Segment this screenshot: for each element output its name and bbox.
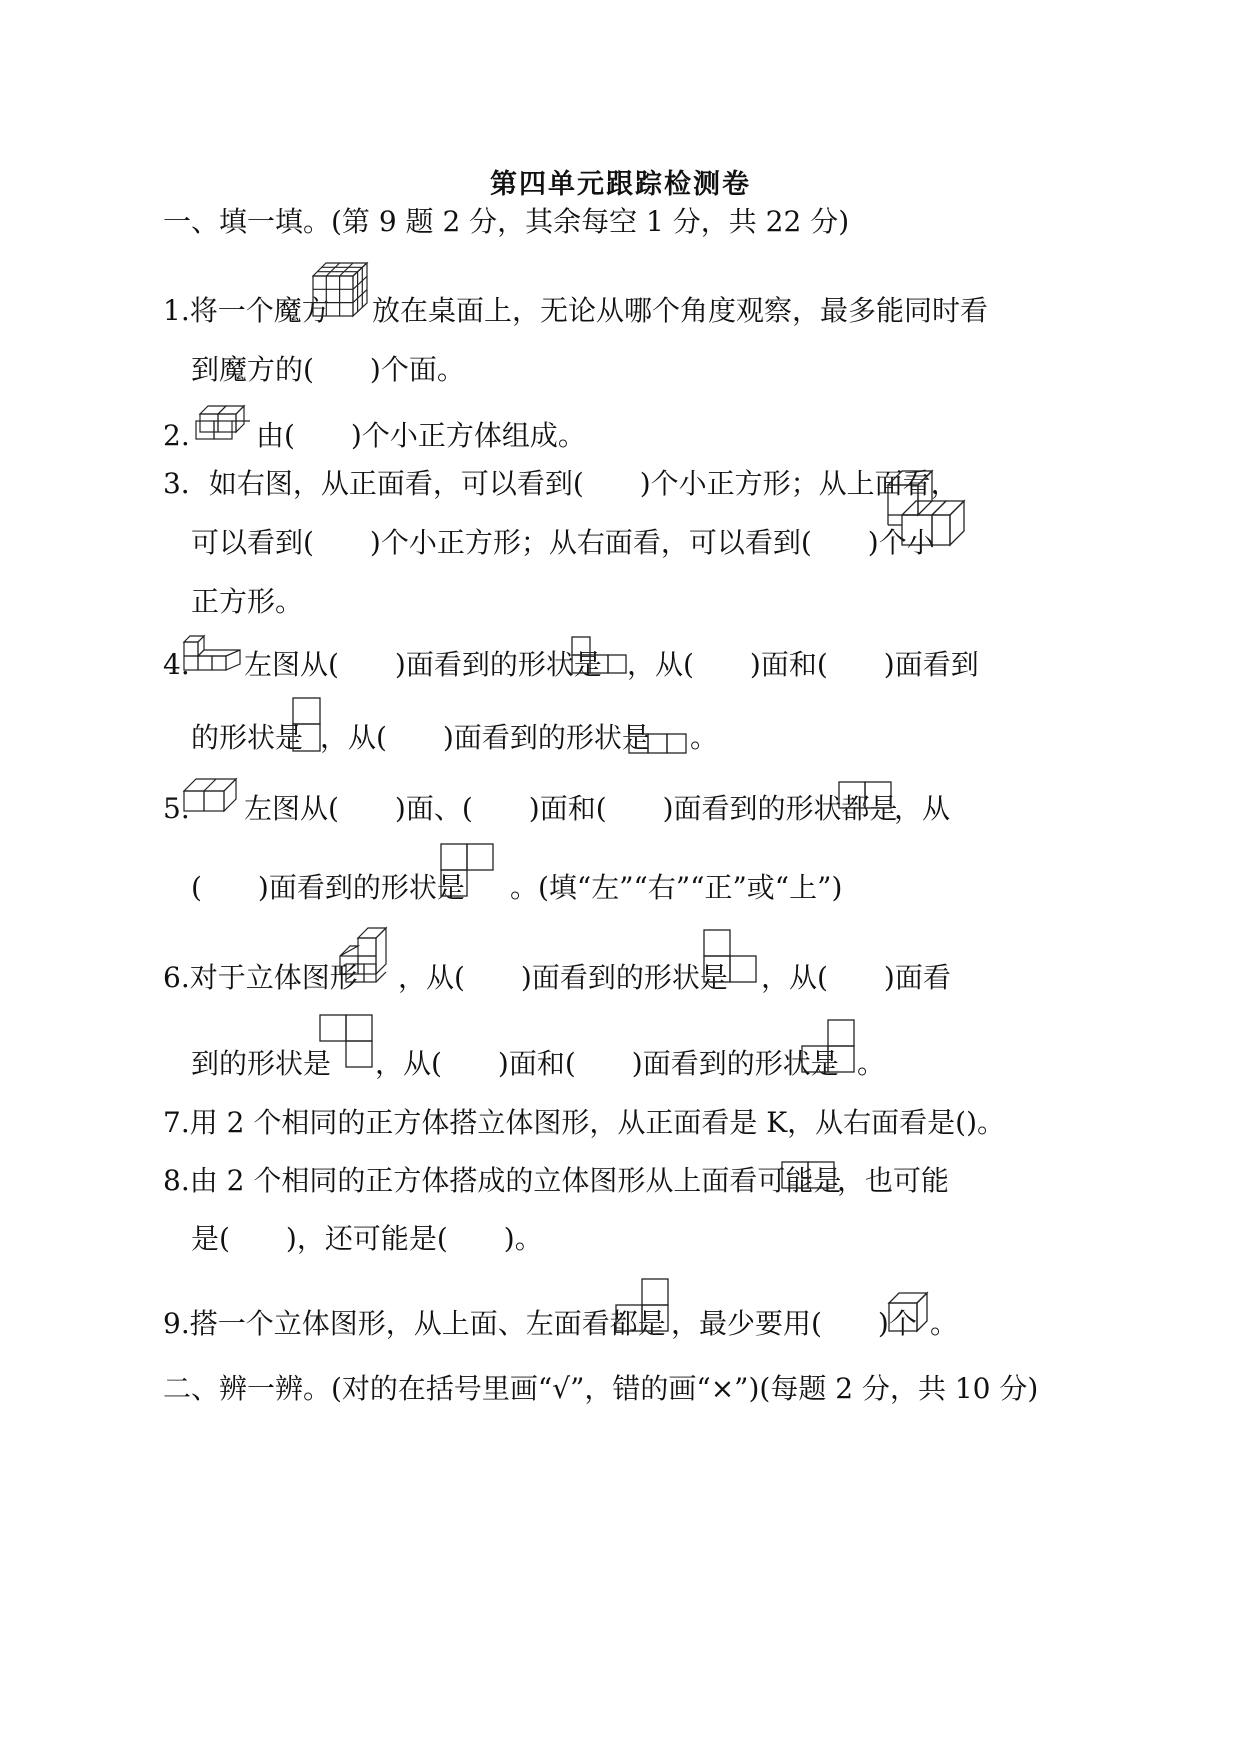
q6-text-c: ，从( )面看 xyxy=(761,961,951,994)
q5-text-a: 5. xyxy=(163,792,190,825)
q4-cubes-figure xyxy=(182,632,244,676)
rubiks-cube-figure xyxy=(312,262,370,318)
q3-text-b: 可以看到( )个小正方形；从右面看，可以看到( )个小 xyxy=(191,526,935,559)
page-title: 第四单元跟踪检测卷 xyxy=(490,169,751,200)
q5-text-c: ，从 xyxy=(894,792,951,825)
q7-text-a: 7.用 2 个相同的正方体搭立体图形，从正面看是 K，从右面看是()。 xyxy=(163,1106,1005,1139)
q3-text-c: 正方形。 xyxy=(191,585,304,618)
q6-view-shape-3 xyxy=(801,1019,857,1075)
q4-text-e: ，从( )面看到的形状是 xyxy=(320,721,650,754)
q4-text-b: 左图从( )面看到的形状是 xyxy=(244,648,602,681)
q8-text-b: ，也可能 xyxy=(837,1164,950,1197)
q6-text-b: ，从( )面看到的形状是 xyxy=(398,961,728,994)
q6-cubes-figure xyxy=(336,926,392,988)
q6-view-shape-2 xyxy=(319,1014,375,1070)
section-2-heading: 二、辨一辨。(对的在括号里画“√”，错的画“×”)(每题 2 分，共 10 分) xyxy=(163,1372,1039,1405)
q5-text-b: 左图从( )面、( )面和( )面看到的形状都是 xyxy=(244,792,898,825)
small-cube-icon xyxy=(887,1291,931,1333)
q6-text-d: 到的形状是 xyxy=(191,1047,332,1080)
q1-text-a: 1.将一个魔方 xyxy=(163,294,330,327)
q2-text-b: 由( )个小正方体组成。 xyxy=(256,419,586,452)
q5-text-e: 。(填“左”“右”“正”或“上”) xyxy=(510,871,843,904)
q2-text-a: 2. xyxy=(163,419,190,452)
q4-text-a: 4. xyxy=(163,648,190,681)
q6-text-a: 6.对于立体图形 xyxy=(163,961,358,994)
q8-text-a: 8.由 2 个相同的正方体搭成的立体图形从上面看可能是 xyxy=(163,1164,842,1197)
q1-text-c: 到魔方的( )个面。 xyxy=(191,353,465,386)
q9-text-c: 。 xyxy=(930,1307,959,1340)
q4-text-f: 。 xyxy=(690,721,719,754)
q3-text-a: 3．如右图，从正面看，可以看到( )个小正方形；从上面看， xyxy=(163,467,959,500)
q4-view-shape-1 xyxy=(571,636,629,676)
q9-view-shape xyxy=(615,1278,671,1334)
q9-text-b: ，最少要用( )个 xyxy=(671,1307,917,1340)
q4-text-c: ，从( )面和( )面看到 xyxy=(627,648,979,681)
q9-text-a: 9.搭一个立体图形，从上面、左面看都是 xyxy=(163,1307,666,1340)
q5-view-shape-2 xyxy=(440,843,496,899)
q1-text-b: 放在桌面上，无论从哪个角度观察，最多能同时看 xyxy=(372,294,989,327)
q4-view-shape-3 xyxy=(628,733,690,755)
q6-text-e: ，从( )面和( )面看到的形状是 xyxy=(375,1047,839,1080)
q3-cubes-figure xyxy=(886,469,966,557)
q8-text-c: 是( )，还可能是( )。 xyxy=(191,1222,543,1255)
q5-view-shape-1 xyxy=(838,781,894,811)
q5-cubes-figure xyxy=(182,777,244,817)
q8-view-shape xyxy=(781,1161,837,1191)
q6-view-shape-1 xyxy=(703,929,759,985)
q6-text-f: 。 xyxy=(857,1047,886,1080)
q5-text-d: ( )面看到的形状是 xyxy=(191,871,465,904)
q2-cubes-figure xyxy=(194,400,256,442)
q4-text-d: 的形状是 xyxy=(191,721,304,754)
section-1-heading: 一、填一填。(第 9 题 2 分，其余每空 1 分，共 22 分) xyxy=(163,205,850,238)
q4-view-shape-2 xyxy=(292,697,322,755)
